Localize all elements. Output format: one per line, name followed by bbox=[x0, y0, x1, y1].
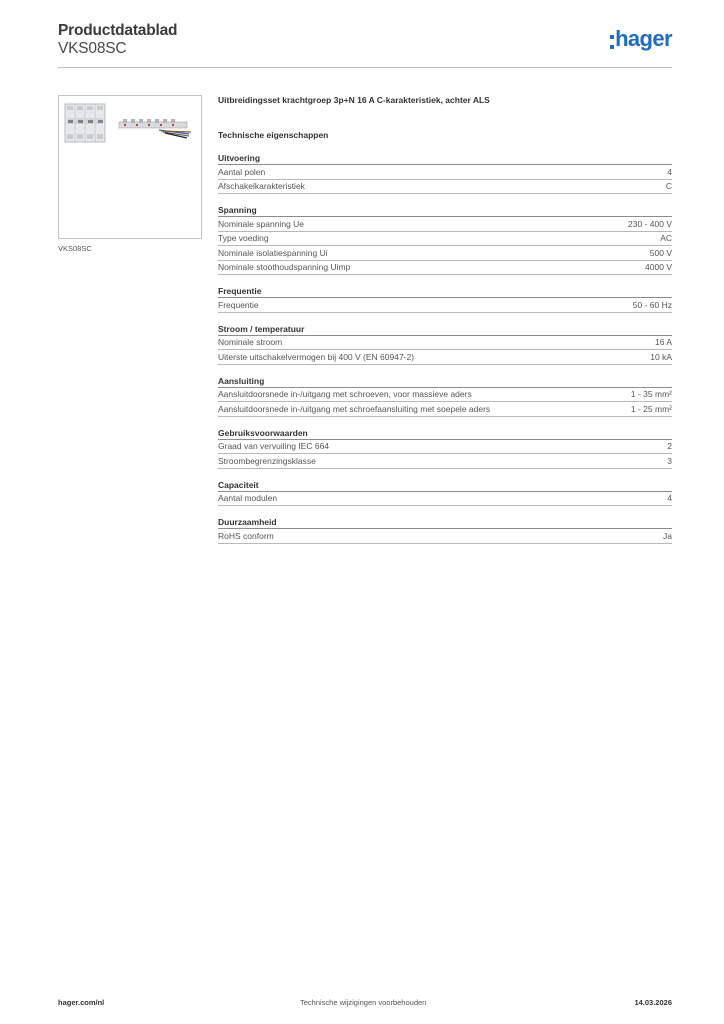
spec-row bbox=[218, 388, 672, 403]
spec-label: Nominale isolatiespanning Ui bbox=[218, 247, 328, 258]
wires-icon bbox=[159, 130, 191, 138]
spec-row bbox=[218, 336, 672, 351]
spec-value: 50 - 60 Hz bbox=[632, 299, 672, 310]
spec-value: 230 - 400 V bbox=[628, 218, 672, 229]
busbar-icon bbox=[119, 119, 187, 128]
spec-label: Nominale stroom bbox=[218, 337, 283, 348]
spec-row bbox=[218, 350, 672, 365]
section-title: Gebruiksvoorwaarden bbox=[218, 428, 672, 440]
hager-logo bbox=[610, 26, 672, 51]
spec-label: Nominale stoothoudspanning Uimp bbox=[218, 262, 351, 273]
circuit-breaker-icon bbox=[65, 104, 105, 142]
spec-value: Ja bbox=[663, 530, 672, 541]
footer-date: 14.03.2026 bbox=[634, 998, 672, 1007]
spec-label: Aantal polen bbox=[218, 166, 266, 177]
spec-row bbox=[218, 180, 672, 195]
properties-heading: Technische eigenschappen bbox=[218, 130, 329, 140]
spec-value: AC bbox=[660, 233, 672, 244]
spec-label: Frequentie bbox=[218, 299, 259, 310]
spec-section bbox=[218, 376, 672, 417]
page-header bbox=[58, 22, 672, 68]
spec-section bbox=[218, 517, 672, 544]
spec-label: Nominale spanning Ue bbox=[218, 218, 304, 229]
section-title: Aansluiting bbox=[218, 376, 672, 388]
spec-row bbox=[218, 298, 672, 313]
spec-row bbox=[218, 402, 672, 417]
spec-value: 4000 V bbox=[645, 262, 672, 273]
spec-value: 4 bbox=[667, 166, 672, 177]
section-title: Frequentie bbox=[218, 286, 672, 298]
spec-label: Uiterste uitschakelvermogen bij 400 V (EN 60947-2) bbox=[218, 351, 415, 362]
spec-section bbox=[218, 480, 672, 507]
spec-row bbox=[218, 454, 672, 469]
spec-label: Afschakelkarakteristiek bbox=[218, 181, 305, 192]
spec-row bbox=[218, 529, 672, 544]
spec-content bbox=[218, 95, 672, 544]
product-photo-icon bbox=[59, 96, 201, 238]
spec-label: RoHS conform bbox=[218, 530, 274, 541]
spec-section bbox=[218, 205, 672, 275]
section-title: Capaciteit bbox=[218, 480, 672, 492]
section-title: Spanning bbox=[218, 205, 672, 217]
spec-row bbox=[218, 440, 672, 455]
spec-row bbox=[218, 165, 672, 180]
spec-value: 1 - 35 mm² bbox=[630, 389, 672, 400]
spec-row bbox=[218, 246, 672, 261]
section-title: Stroom / temperatuur bbox=[218, 324, 672, 336]
section-title: Duurzaamheid bbox=[218, 517, 672, 529]
spec-value: C bbox=[665, 181, 672, 192]
spec-section bbox=[218, 286, 672, 313]
document-title: Productdatablad bbox=[58, 22, 178, 39]
spec-label: Type voeding bbox=[218, 233, 269, 244]
spec-value: 4 bbox=[667, 493, 672, 504]
spec-label: Stroombegrenzingsklasse bbox=[218, 455, 316, 466]
product-title: Uitbreidingsset krachtgroep 3p+N 16 A C-karakteristiek, achter ALS bbox=[218, 95, 490, 105]
product-code: VKS08SC bbox=[58, 40, 127, 57]
product-image bbox=[58, 95, 202, 239]
spec-label: Aantal modulen bbox=[218, 493, 278, 504]
spec-label: Graad van vervuiling IEC 664 bbox=[218, 441, 330, 452]
spec-value: 3 bbox=[667, 455, 672, 466]
image-caption: VKS08SC bbox=[58, 244, 92, 253]
spec-row bbox=[218, 492, 672, 507]
logo-dots-icon bbox=[610, 35, 614, 49]
spec-row bbox=[218, 232, 672, 247]
spec-section bbox=[218, 324, 672, 365]
footer-disclaimer: Technische wijzigingen voorbehouden bbox=[300, 998, 427, 1007]
spec-row bbox=[218, 261, 672, 276]
spec-section bbox=[218, 153, 672, 194]
spec-row bbox=[218, 217, 672, 232]
spec-value: 16 A bbox=[654, 337, 672, 348]
section-title: Uitvoering bbox=[218, 153, 672, 165]
footer-website-link[interactable]: hager.com/nl bbox=[58, 998, 105, 1007]
spec-value: 10 kA bbox=[650, 351, 672, 362]
spec-value: 1 - 25 mm² bbox=[630, 403, 672, 414]
page-footer bbox=[58, 998, 672, 1010]
spec-value: 2 bbox=[667, 441, 672, 452]
logo-wordmark: hager bbox=[615, 26, 672, 51]
spec-label: Aansluitdoorsnede in-/uitgang met schroeven, voor massieve aders bbox=[218, 389, 472, 400]
spec-label: Aansluitdoorsnede in-/uitgang met schroefaansluiting met soepele aders bbox=[218, 403, 491, 414]
spec-section bbox=[218, 428, 672, 469]
spec-value: 500 V bbox=[649, 247, 672, 258]
spec-sections bbox=[218, 153, 672, 544]
